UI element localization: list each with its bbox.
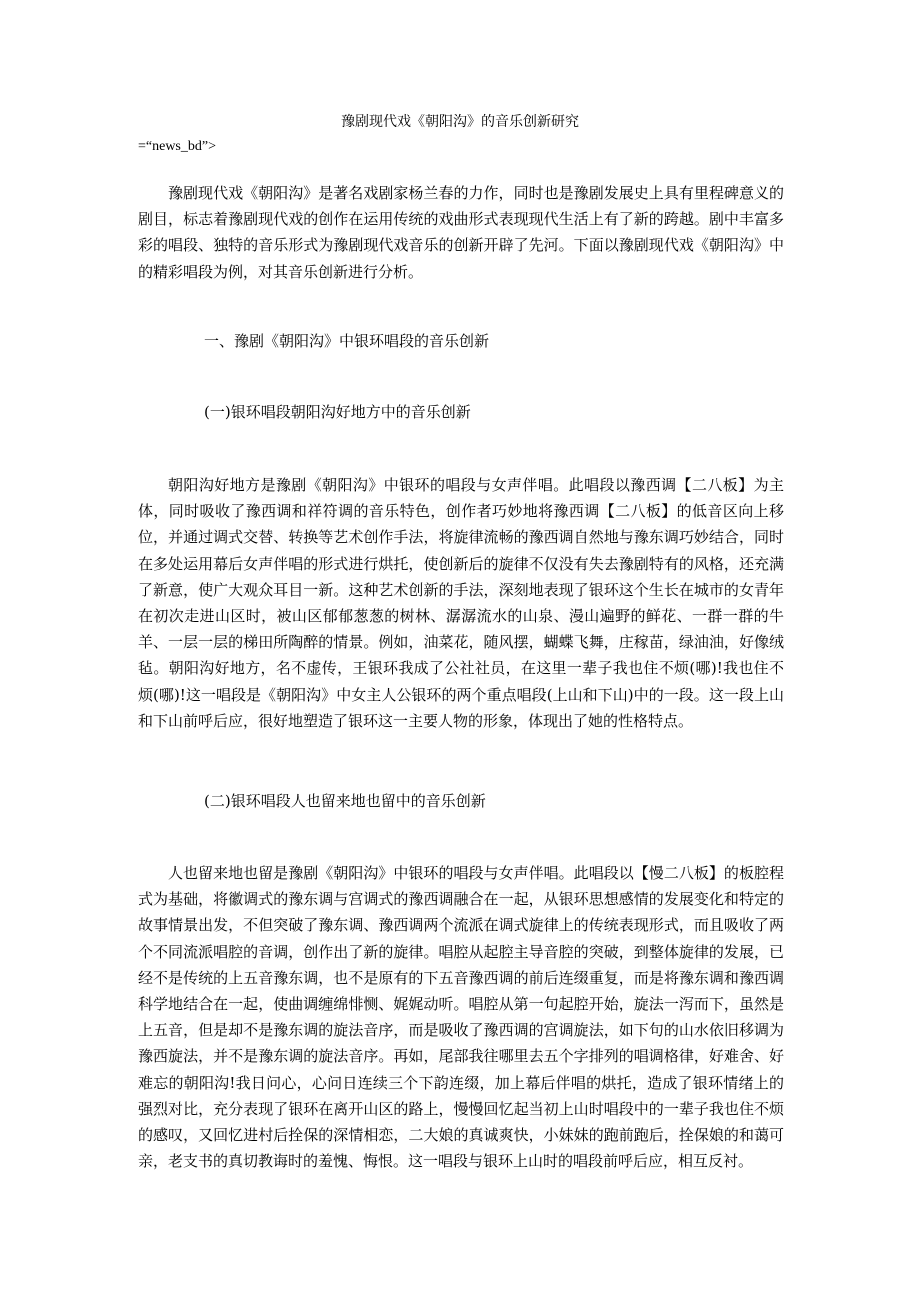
subsection-heading-1: (一)银环唱段朝阳沟好地方中的音乐创新 <box>204 403 471 421</box>
subsection-1-paragraph: 朝阳沟好地方是豫剧《朝阳沟》中银环的唱段与女声伴唱。此唱段以豫西调【二八板】为主体，同时吸收了豫西调和祥符调的音乐特色，创作者巧妙地将豫西调【二八板】的低音区向上移位，并通过调式交替、转换等艺术创作手法，将旋律流畅的豫西调自然地与豫东调巧妙结合，同时在多处运用幕后女声伴唱的形式进行烘托，使创新后的旋律不仅没有失去豫剧特有的风格，还充满了新意，使广大观众耳目一新。这种艺术创新的手法，深刻地表现了银环这个生长在城市的女青年在初次走进山区时，被山区郁郁葱葱的树林、潺潺流水的山泉、漫山遍野的鲜花、一群一群的牛羊、一层一层的梯田所陶醉的情景。例如，油菜花，随风摆，蝴蝶飞舞，庄稼苗，绿油油，好像绒毡。朝阳沟好地方，名不虚传，王银环我成了公社社员，在这里一辈子我也住不烦(哪)!我也住不烦(哪)!这一唱段是《朝阳沟》中女主人公银环的两个重点唱段(上山和下山)中的一段。这一段上山和下山前呼后应，很好地塑造了银环这一主要人物的形象，体现出了她的性格特点。 <box>138 476 784 730</box>
intro-paragraph: 豫剧现代戏《朝阳沟》是著名戏剧家杨兰春的力作，同时也是豫剧发展史上具有里程碑意义的剧目，标志着豫剧现代戏的创作在运用传统的戏曲形式表现现代生活上有了新的跨越。剧中丰富多彩的唱段、独特的音乐形式为豫剧现代戏音乐的创新开辟了先河。下面以豫剧现代戏《朝阳沟》中的精彩唱段为例，对其音乐创新进行分析。 <box>138 184 784 281</box>
document-title: 豫剧现代戏《朝阳沟》的音乐创新研究 <box>341 114 579 130</box>
markup-fragment-text: =“news_bd”> <box>138 139 216 154</box>
subsection-2-paragraph: 人也留来地也留是豫剧《朝阳沟》中银环的唱段与女声伴唱。此唱段以【慢二八板】的板腔程式为基础，将徽调式的豫东调与宫调式的豫西调融合在一起，从银环思想感情的发展变化和特定的故事情景出发，不但突破了豫东调、豫西调两个流派在调式旋律上的传统表现形式，而且吸收了两个不同流派唱腔的音调，创作出了新的旋律。唱腔从起腔主导音腔的突破，到整体旋律的发展，已经不是传统的上五音豫东调，也不是原有的下五音豫西调的前后连缀重复，而是将豫东调和豫西调科学地结合在一起，使曲调缠绵悱恻、娓娓动听。唱腔从第一句起腔开始，旋法一泻而下，虽然是上五音，但是却不是豫东调的旋法音序，而是吸收了豫西调的宫调旋法，如下句的山水依旧移调为豫西旋法，并不是豫东调的旋法音序。再如，尾部我往哪里去五个字排列的唱调格律，好难舍、好难忘的朝阳沟!我日问心，心问日连续三个下韵连缀，加上幕后伴唱的烘托，造成了银环情绪上的强烈对比，充分表现了银环在离开山区的路上，慢慢回忆起当初上山时唱段中的一辈子我也住不烦的感叹，又回忆进村后拴保的深情相恋，二大娘的真诚爽快，小妹妹的跑前跑后，拴保娘的和蔼可亲，老支书的真切教诲时的羞愧、悔恨。这一唱段与银环上山时的唱段前呼后应，相互反衬。 <box>138 864 784 1171</box>
section-heading-1: 一、豫剧《朝阳沟》中银环唱段的音乐创新 <box>204 332 490 350</box>
subsection-heading-2: (二)银环唱段人也留来地也留中的音乐创新 <box>204 792 486 810</box>
